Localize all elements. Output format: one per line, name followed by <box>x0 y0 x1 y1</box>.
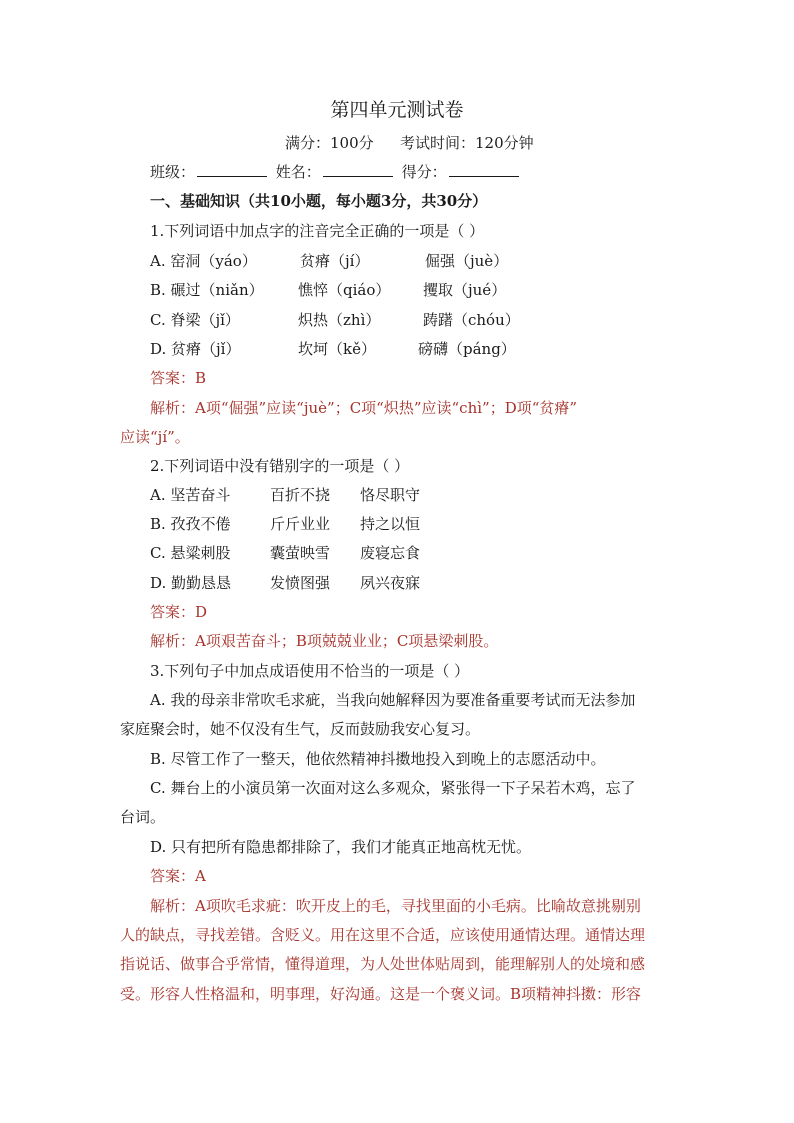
question-2-stem: 2.下列词语中没有错别字的一项是（ ） <box>150 457 410 475</box>
option-term: 攫取（jué） <box>423 281 507 299</box>
option-term: A. 坚苦奋斗 <box>150 486 231 504</box>
class-label: 班级： <box>150 163 196 181</box>
score-blank[interactable] <box>449 162 519 177</box>
option-term: 炽热（zhì） <box>298 311 381 329</box>
q3-analysis-line-3: 指说话、做事合乎常情，懂得道理，为人处世体贴周到，能理解别人的处境和感 <box>120 955 646 973</box>
page-title: 第四单元测试卷 <box>330 99 464 121</box>
name-label: 姓名： <box>275 163 321 181</box>
q1-analysis-line-1: 解析：A项“倔强”应读“juè”；C项“炽热”应读“chì”；D项“贫瘠” <box>150 399 578 417</box>
q2-answer: 答案：D <box>150 603 208 621</box>
q2-option-a <box>150 485 420 505</box>
option-term: 百折不挠 <box>270 486 331 504</box>
q1-option-d <box>150 339 516 359</box>
q2-option-b <box>150 514 420 534</box>
q3-analysis-line-2: 人的缺点，寻找差错。含贬义。用在这里不合适，应该使用通情达理。通情达理 <box>120 926 646 944</box>
option-term: B. 碾过（niǎn） <box>150 281 264 299</box>
option-term: 斤斤业业 <box>270 515 331 533</box>
q1-option-b <box>150 280 506 300</box>
q1-analysis-line-2: 应读“jí”。 <box>120 428 190 446</box>
q1-answer: 答案：B <box>150 369 207 387</box>
option-term: C. 悬粱刺股 <box>150 544 231 562</box>
q3-option-a-line-2: 家庭聚会时，她不仅没有生气，反而鼓励我安心复习。 <box>120 720 481 738</box>
q1-option-c <box>150 310 520 330</box>
option-term: 恪尽职守 <box>360 486 421 504</box>
q2-analysis: 解析：A项艰苦奋斗；B项兢兢业业；C项悬梁刺股。 <box>150 632 499 650</box>
option-term: 憔悴（qiáo） <box>298 281 391 299</box>
q3-analysis-line-4: 受。形容人性格温和，明事理，好沟通。这是一个褒义词。B项精神抖擞：形容 <box>120 985 642 1003</box>
option-term: 磅礴（páng） <box>418 340 516 358</box>
option-term: D. 勤勤恳恳 <box>150 574 232 592</box>
q3-answer: 答案：A <box>150 867 206 885</box>
q3-option-c-line-1: C. 舞台上的小演员第一次面对这么多观众，紧张得一下子呆若木鸡，忘了 <box>150 779 636 797</box>
option-term: C. 脊梁（jǐ） <box>150 311 240 329</box>
option-term: 贫瘠（jí） <box>300 252 370 270</box>
section-heading: 一、基础知识（共10小题，每小题3分，共30分） <box>150 192 488 210</box>
q2-option-d <box>150 573 420 593</box>
q3-option-d: D. 只有把所有隐患都排除了，我们才能真正地高枕无忧。 <box>150 838 532 856</box>
q3-option-c-line-2: 台词。 <box>120 808 166 826</box>
student-info-row <box>150 162 523 182</box>
option-term: D. 贫瘠（jǐ） <box>150 340 241 358</box>
option-term: A. 窑洞（yáo） <box>150 252 257 270</box>
q3-option-a-line-1: A. 我的母亲非常吹毛求疵，当我向她解释因为要准备重要考试而无法参加 <box>150 691 636 709</box>
option-term: 夙兴夜寐 <box>360 574 421 592</box>
name-blank[interactable] <box>323 162 393 177</box>
class-blank[interactable] <box>197 162 267 177</box>
option-term: 踌躇（chóu） <box>423 311 520 329</box>
full-score-text: 满分：100分 <box>285 134 374 152</box>
option-term: B. 孜孜不倦 <box>150 515 231 533</box>
question-3-stem: 3.下列句子中加点成语使用不恰当的一项是（ ） <box>150 662 470 680</box>
q3-analysis-line-1: 解析：A项吹毛求疵：吹开皮上的毛，寻找里面的小毛病。比喻故意挑剔别 <box>150 897 641 915</box>
option-term: 废寝忘食 <box>360 544 421 562</box>
q1-option-a <box>150 251 508 271</box>
score-label: 得分： <box>401 163 447 181</box>
option-term: 坎坷（kě） <box>298 340 376 358</box>
q3-option-b: B. 尽管工作了一整天，他依然精神抖擞地投入到晚上的志愿活动中。 <box>150 750 606 768</box>
exam-time-text: 考试时间：120分钟 <box>400 134 534 152</box>
question-1-stem: 1.下列词语中加点字的注音完全正确的一项是（ ） <box>150 222 485 240</box>
option-term: 持之以恒 <box>360 515 421 533</box>
option-term: 囊萤映雪 <box>270 544 331 562</box>
q2-option-c <box>150 543 420 563</box>
option-term: 发愤图强 <box>270 574 331 592</box>
option-term: 倔强（juè） <box>425 252 509 270</box>
